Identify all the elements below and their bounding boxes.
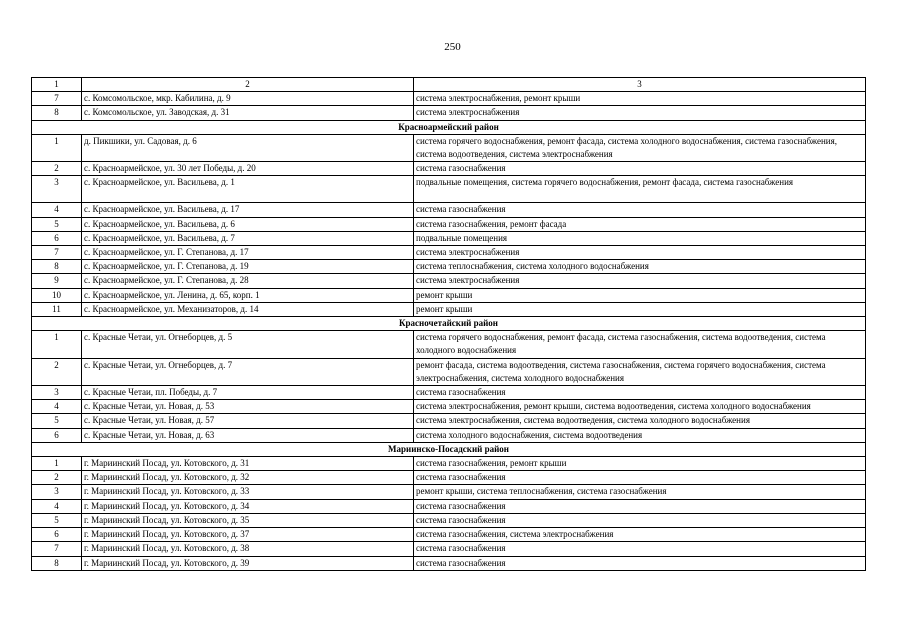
district-header-row	[32, 317, 866, 331]
district-header-row	[32, 120, 866, 134]
table-row	[32, 414, 866, 428]
address-cell: с. Комсомольское, мкр. Кабилина, д. 9	[82, 92, 414, 106]
table-row	[32, 260, 866, 274]
table-row	[32, 400, 866, 414]
row-number-cell: 5	[32, 217, 82, 231]
column-number-header-row	[32, 78, 866, 92]
address-cell: с. Красноармейское, ул. Г. Степанова, д. 17	[82, 246, 414, 260]
address-cell: г. Мариинский Посад, ул. Котовского, д. 32	[82, 471, 414, 485]
address-cell: с. Красные Четаи, ул. Огнеборцев, д. 5	[82, 331, 414, 358]
works-cell: система электроснабжения, ремонт крыши, система водоотведения, система холодного водоснабжения	[414, 400, 866, 414]
row-number-cell: 4	[32, 499, 82, 513]
header-cell-works: 3	[414, 78, 866, 92]
row-number-cell: 1	[32, 331, 82, 358]
row-number-cell: 6	[32, 528, 82, 542]
table-row	[32, 499, 866, 513]
address-cell: с. Красноармейское, ул. 30 лет Победы, д. 20	[82, 162, 414, 176]
table-row	[32, 203, 866, 217]
row-number-cell: 7	[32, 542, 82, 556]
address-cell: с. Красноармейское, ул. Васильева, д. 7	[82, 231, 414, 245]
table-row	[32, 176, 866, 203]
address-cell: с. Красноармейское, ул. Васильева, д. 6	[82, 217, 414, 231]
address-cell: г. Мариинский Посад, ул. Котовского, д. 33	[82, 485, 414, 499]
works-cell: система газоснабжения, система электроснабжения	[414, 528, 866, 542]
works-cell: система газоснабжения	[414, 471, 866, 485]
address-cell: с. Красные Четаи, пл. Победы, д. 7	[82, 386, 414, 400]
row-number-cell: 11	[32, 302, 82, 316]
table-body	[32, 78, 866, 571]
table-row	[32, 302, 866, 316]
works-cell: система холодного водоснабжения, система водоотведения	[414, 428, 866, 442]
works-cell: система газоснабжения	[414, 499, 866, 513]
works-cell: система электроснабжения	[414, 246, 866, 260]
address-cell: г. Мариинский Посад, ул. Котовского, д. 38	[82, 542, 414, 556]
header-cell-address: 2	[82, 78, 414, 92]
row-number-cell: 9	[32, 274, 82, 288]
table-row	[32, 106, 866, 120]
works-cell: система газоснабжения	[414, 513, 866, 527]
table-row	[32, 162, 866, 176]
table-row	[32, 428, 866, 442]
works-cell: система горячего водоснабжения, ремонт фасада, система холодного водоснабжения, система газоснабжения, система водоотведения, система электроснабжения	[414, 134, 866, 161]
address-cell: с. Красные Четаи, ул. Огнеборцев, д. 7	[82, 358, 414, 385]
table-row	[32, 528, 866, 542]
table-row	[32, 231, 866, 245]
works-cell: система газоснабжения	[414, 162, 866, 176]
page-number: 250	[444, 41, 461, 53]
works-cell: система газоснабжения	[414, 542, 866, 556]
address-cell: с. Красные Четаи, ул. Новая, д. 57	[82, 414, 414, 428]
table-row	[32, 331, 866, 358]
address-cell: с. Красноармейское, ул. Г. Степанова, д. 28	[82, 274, 414, 288]
district-title: Мариинско-Посадский район	[32, 442, 866, 456]
works-cell: система газоснабжения	[414, 386, 866, 400]
row-number-cell: 10	[32, 288, 82, 302]
works-cell: ремонт крыши	[414, 288, 866, 302]
works-cell: система газоснабжения, ремонт фасада	[414, 217, 866, 231]
works-cell: ремонт фасада, система водоотведения, система газоснабжения, система горячего водоснабжения, система электроснабжения, система холодного водоснабжения	[414, 358, 866, 385]
address-cell: г. Мариинский Посад, ул. Котовского, д. 31	[82, 457, 414, 471]
address-cell: с. Красноармейское, ул. Ленина, д. 65, корп. 1	[82, 288, 414, 302]
works-cell: система электроснабжения	[414, 274, 866, 288]
table-row	[32, 513, 866, 527]
row-number-cell: 3	[32, 176, 82, 203]
row-number-cell: 3	[32, 485, 82, 499]
table-row	[32, 288, 866, 302]
works-cell: система электроснабжения	[414, 106, 866, 120]
row-number-cell: 8	[32, 556, 82, 570]
row-number-cell: 4	[32, 203, 82, 217]
table-row	[32, 457, 866, 471]
works-cell: система теплоснабжения, система холодного водоснабжения	[414, 260, 866, 274]
address-cell: с. Красноармейское, ул. Механизаторов, д. 14	[82, 302, 414, 316]
works-cell: система газоснабжения	[414, 556, 866, 570]
row-number-cell: 8	[32, 260, 82, 274]
row-number-cell: 6	[32, 231, 82, 245]
row-number-cell: 7	[32, 92, 82, 106]
table-row	[32, 556, 866, 570]
address-cell: с. Красноармейское, ул. Васильева, д. 1	[82, 176, 414, 203]
table-row	[32, 274, 866, 288]
row-number-cell: 2	[32, 471, 82, 485]
works-cell: система горячего водоснабжения, ремонт фасада, система газоснабжения, система водоотведения, система холодного водоснабжения	[414, 331, 866, 358]
address-cell: г. Мариинский Посад, ул. Котовского, д. 39	[82, 556, 414, 570]
district-title: Красночетайский район	[32, 317, 866, 331]
district-title: Красноармейский район	[32, 120, 866, 134]
table-row	[32, 471, 866, 485]
table-row	[32, 246, 866, 260]
address-cell: с. Красноармейское, ул. Г. Степанова, д. 19	[82, 260, 414, 274]
row-number-cell: 5	[32, 414, 82, 428]
row-number-cell: 2	[32, 358, 82, 385]
works-cell: подвальные помещения	[414, 231, 866, 245]
repair-schedule-table	[31, 77, 866, 571]
address-cell: г. Мариинский Посад, ул. Котовского, д. 35	[82, 513, 414, 527]
works-cell: система газоснабжения	[414, 203, 866, 217]
address-cell: с. Красноармейское, ул. Васильева, д. 17	[82, 203, 414, 217]
row-number-cell: 1	[32, 457, 82, 471]
table-row	[32, 485, 866, 499]
row-number-cell: 7	[32, 246, 82, 260]
works-cell: ремонт крыши, система теплоснабжения, система газоснабжения	[414, 485, 866, 499]
row-number-cell: 6	[32, 428, 82, 442]
row-number-cell: 5	[32, 513, 82, 527]
table-row	[32, 217, 866, 231]
address-cell: с. Красные Четаи, ул. Новая, д. 53	[82, 400, 414, 414]
works-cell: система электроснабжения, система водоотведения, система холодного водоснабжения	[414, 414, 866, 428]
works-cell: подвальные помещения, система горячего водоснабжения, ремонт фасада, система газоснабжения	[414, 176, 866, 203]
header-cell-number: 1	[32, 78, 82, 92]
address-cell: с. Комсомольское, ул. Заводская, д. 31	[82, 106, 414, 120]
row-number-cell: 3	[32, 386, 82, 400]
table-row	[32, 386, 866, 400]
works-cell: система электроснабжения, ремонт крыши	[414, 92, 866, 106]
district-header-row	[32, 442, 866, 456]
row-number-cell: 4	[32, 400, 82, 414]
table-row	[32, 358, 866, 385]
table-row	[32, 134, 866, 161]
address-cell: г. Мариинский Посад, ул. Котовского, д. 37	[82, 528, 414, 542]
table-row	[32, 542, 866, 556]
works-cell: ремонт крыши	[414, 302, 866, 316]
row-number-cell: 1	[32, 134, 82, 161]
row-number-cell: 2	[32, 162, 82, 176]
address-cell: г. Мариинский Посад, ул. Котовского, д. 34	[82, 499, 414, 513]
address-cell: д. Пикшики, ул. Садовая, д. 6	[82, 134, 414, 161]
table-row	[32, 92, 866, 106]
address-cell: с. Красные Четаи, ул. Новая, д. 63	[82, 428, 414, 442]
works-cell: система газоснабжения, ремонт крыши	[414, 457, 866, 471]
row-number-cell: 8	[32, 106, 82, 120]
